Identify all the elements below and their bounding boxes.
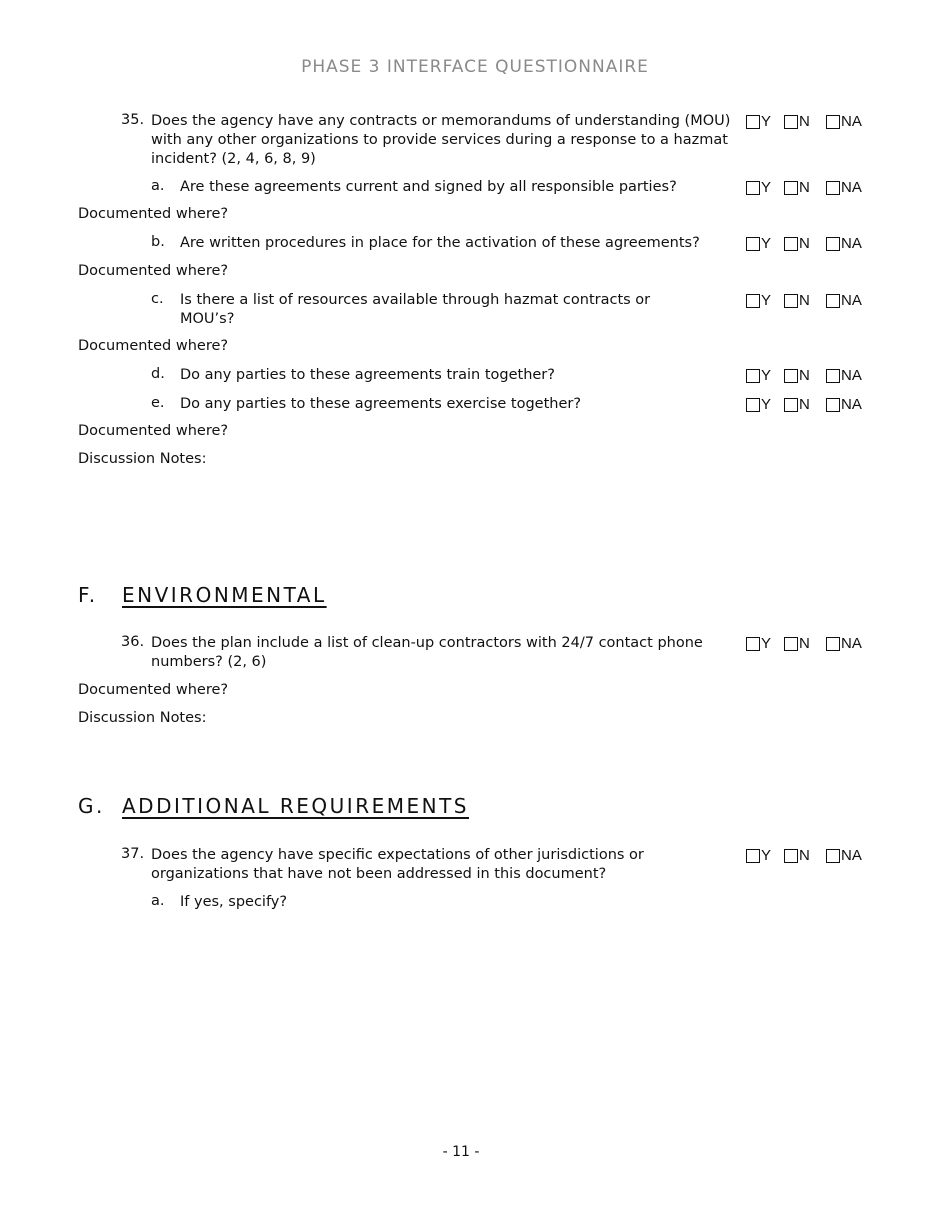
section-f-heading bbox=[78, 583, 327, 607]
question-35-number: 35. bbox=[121, 112, 145, 128]
checkbox-na-35c[interactable] bbox=[826, 294, 840, 308]
checkbox-na-35e[interactable] bbox=[826, 398, 840, 412]
option-label-na: NA bbox=[841, 396, 862, 413]
question-37-text: Does the agency have specific expectations of other jurisdictions or organizations that have not been addressed in this document? bbox=[151, 847, 644, 882]
checkbox-na-37[interactable] bbox=[826, 849, 840, 863]
option-label-y: Y bbox=[761, 235, 772, 252]
option-label-na: NA bbox=[841, 635, 862, 652]
option-label-y: Y bbox=[761, 179, 772, 196]
question-35a-letter: a. bbox=[151, 178, 165, 194]
checkbox-na-35[interactable] bbox=[826, 115, 840, 129]
checkbox-na-35a[interactable] bbox=[826, 181, 840, 195]
documented-where-label: Documented where? bbox=[78, 423, 229, 439]
option-label-y: Y bbox=[761, 635, 772, 652]
option-label-na: NA bbox=[841, 113, 862, 130]
option-label-n: N bbox=[799, 113, 810, 130]
checkbox-yes-35c[interactable] bbox=[746, 294, 760, 308]
option-label-na: NA bbox=[841, 235, 862, 252]
question-37a-text: If yes, specify? bbox=[180, 894, 288, 910]
option-label-n: N bbox=[799, 396, 810, 413]
checkbox-no-35e[interactable] bbox=[784, 398, 798, 412]
option-label-y: Y bbox=[761, 396, 772, 413]
question-35d-text: Do any parties to these agreements train together? bbox=[180, 367, 555, 383]
option-label-y: Y bbox=[761, 847, 772, 864]
question-35c-text: Is there a list of resources available through hazmat contracts or MOU’s? bbox=[180, 292, 651, 327]
question-36-number: 36. bbox=[121, 634, 145, 650]
question-35e-options bbox=[746, 396, 874, 413]
checkbox-no-37[interactable] bbox=[784, 849, 798, 863]
documented-where-label: Documented where? bbox=[78, 338, 229, 354]
question-35c-options bbox=[746, 292, 874, 309]
checkbox-na-35d[interactable] bbox=[826, 369, 840, 383]
option-label-n: N bbox=[799, 179, 810, 196]
option-label-y: Y bbox=[761, 113, 772, 130]
documented-where-label: Documented where? bbox=[78, 263, 229, 279]
checkbox-yes-35e[interactable] bbox=[746, 398, 760, 412]
discussion-notes-label: Discussion Notes: bbox=[78, 451, 207, 467]
question-35-options bbox=[746, 113, 874, 130]
question-37-options bbox=[746, 847, 874, 864]
documented-where-label: Documented where? bbox=[78, 682, 229, 698]
option-label-n: N bbox=[799, 235, 810, 252]
checkbox-no-36[interactable] bbox=[784, 637, 798, 651]
checkbox-yes-35d[interactable] bbox=[746, 369, 760, 383]
option-label-na: NA bbox=[841, 292, 862, 309]
question-35b-letter: b. bbox=[151, 234, 165, 250]
question-35-text: Does the agency have any contracts or memorandums of understanding (MOU) with any other organizations to provide services during a response to a hazmat incident? (2, 4, 6, 8, 9) bbox=[151, 113, 731, 167]
checkbox-yes-35b[interactable] bbox=[746, 237, 760, 251]
checkbox-yes-37[interactable] bbox=[746, 849, 760, 863]
option-label-y: Y bbox=[761, 292, 772, 309]
checkbox-no-35b[interactable] bbox=[784, 237, 798, 251]
section-g-title: ADDITIONAL REQUIREMENTS bbox=[122, 794, 469, 818]
question-35c-letter: c. bbox=[151, 291, 164, 307]
question-35d-options bbox=[746, 367, 874, 384]
page-number: - 11 - bbox=[442, 1144, 480, 1160]
checkbox-na-35b[interactable] bbox=[826, 237, 840, 251]
checkbox-no-35a[interactable] bbox=[784, 181, 798, 195]
option-label-na: NA bbox=[841, 367, 862, 384]
question-35a-options bbox=[746, 179, 874, 196]
section-g-heading bbox=[78, 794, 469, 818]
section-g-letter: G. bbox=[78, 794, 105, 818]
checkbox-yes-35a[interactable] bbox=[746, 181, 760, 195]
checkbox-yes-35[interactable] bbox=[746, 115, 760, 129]
question-35b-options bbox=[746, 235, 874, 252]
question-35d-letter: d. bbox=[151, 366, 165, 382]
checkbox-no-35c[interactable] bbox=[784, 294, 798, 308]
option-label-n: N bbox=[799, 847, 810, 864]
documented-where-label: Documented where? bbox=[78, 206, 229, 222]
question-37-number: 37. bbox=[121, 846, 145, 862]
option-label-na: NA bbox=[841, 847, 862, 864]
checkbox-yes-36[interactable] bbox=[746, 637, 760, 651]
section-f-title: ENVIRONMENTAL bbox=[122, 583, 327, 607]
option-label-n: N bbox=[799, 635, 810, 652]
checkbox-no-35[interactable] bbox=[784, 115, 798, 129]
discussion-notes-label: Discussion Notes: bbox=[78, 710, 207, 726]
question-36-text: Does the plan include a list of clean-up contractors with 24/7 contact phone numbers? (2, 6) bbox=[151, 635, 703, 670]
option-label-n: N bbox=[799, 292, 810, 309]
question-35a-text: Are these agreements current and signed by all responsible parties? bbox=[180, 179, 677, 195]
checkbox-no-35d[interactable] bbox=[784, 369, 798, 383]
question-37a-letter: a. bbox=[151, 893, 165, 909]
question-35b-text: Are written procedures in place for the activation of these agreements? bbox=[180, 235, 700, 251]
question-36-options bbox=[746, 635, 874, 652]
section-f-letter: F. bbox=[78, 583, 98, 607]
option-label-na: NA bbox=[841, 179, 862, 196]
page-header-title: PHASE 3 INTERFACE QUESTIONNAIRE bbox=[301, 57, 649, 77]
option-label-n: N bbox=[799, 367, 810, 384]
question-35e-text: Do any parties to these agreements exercise together? bbox=[180, 396, 582, 412]
option-label-y: Y bbox=[761, 367, 772, 384]
question-35e-letter: e. bbox=[151, 395, 165, 411]
checkbox-na-36[interactable] bbox=[826, 637, 840, 651]
